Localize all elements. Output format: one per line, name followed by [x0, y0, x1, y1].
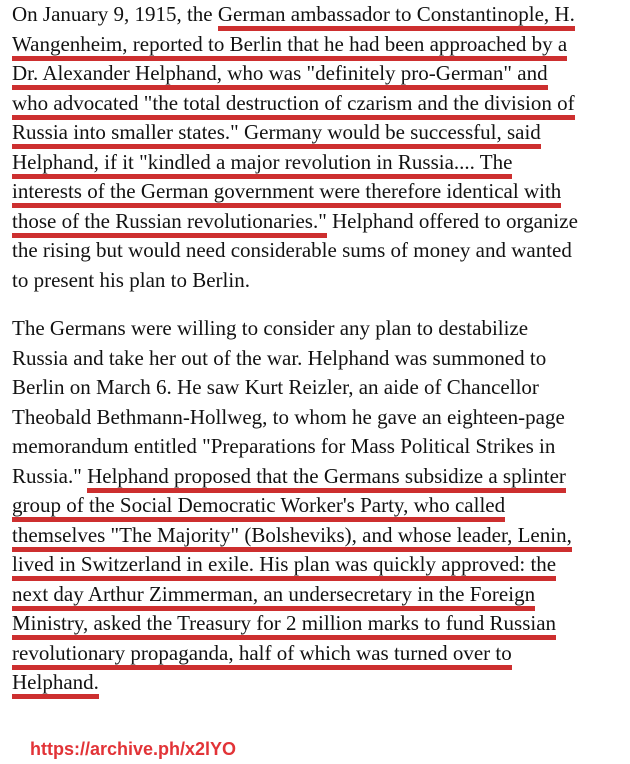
text-line: [12, 373, 630, 403]
red-underlined-text: Dr. Alexander Helphand, who was "definitely pro-German" and: [12, 61, 548, 90]
red-underlined-text: revolutionary propaganda, half of which was turned over to: [12, 641, 512, 670]
text-line: [12, 148, 630, 178]
red-underlined-text: lived in Switzerland in exile. His plan was quickly approved: the: [12, 552, 556, 581]
plain-text: Russia.": [12, 463, 88, 488]
red-underlined-text: Wangenheim, reported to Berlin that he had been approached by a: [12, 32, 567, 61]
footer: [30, 734, 630, 764]
red-underlined-text: those of the Russian revolutionaries.": [12, 209, 327, 238]
red-underlined-text: group of the Social Democratic Worker's Party, who called: [12, 493, 505, 522]
text-line: [12, 432, 630, 462]
text-line: [12, 59, 630, 89]
text-line: [12, 609, 630, 639]
red-underlined-text: who advocated "the total destruction of czarism and the division of: [12, 91, 575, 120]
text-line: [12, 0, 630, 30]
text-line: [12, 118, 630, 148]
paragraph-container: [12, 0, 630, 698]
text-line: [12, 30, 630, 60]
plain-text: On January 9, 1915, the: [12, 2, 218, 26]
text-line: [12, 491, 630, 521]
archive-url-link[interactable]: https://archive.ph/x2lYO: [30, 738, 237, 759]
paragraph: [12, 0, 630, 295]
red-underlined-text: German ambassador to Constantinople, H.: [218, 2, 575, 31]
text-line: [12, 207, 630, 237]
red-underlined-text: interests of the German government were therefore identical with: [12, 179, 561, 208]
plain-text: The Germans were willing to consider any plan to destabilize: [12, 316, 529, 340]
text-line: [12, 266, 630, 296]
plain-text: Theobald Bethmann-Hollweg, to whom he gave an eighteen-page: [12, 404, 565, 429]
text-line: [12, 236, 630, 266]
text-line: [12, 580, 630, 610]
plain-text: the rising but would need considerable sums of money and wanted: [12, 238, 572, 262]
paragraph: [12, 314, 630, 698]
text-line: [12, 89, 630, 119]
red-underlined-text: Russia into smaller states." Germany would be successful, said: [12, 120, 541, 149]
red-underlined-text: Ministry, asked the Treasury for 2 million marks to fund Russian: [12, 611, 556, 640]
plain-text: Russia and take her out of the war. Helphand was summoned to: [12, 345, 547, 370]
text-line: [12, 344, 630, 374]
text-line: [12, 403, 630, 433]
text-line: [12, 639, 630, 669]
red-underlined-text: Helphand, if it "kindled a major revolution in Russia.... The: [12, 150, 512, 179]
text-line: [12, 314, 630, 344]
red-underlined-text: Helphand.: [12, 670, 99, 699]
text-line: [12, 177, 630, 207]
red-underlined-text: Helphand proposed that the Germans subsidize a splinter: [87, 464, 566, 493]
plain-text: memorandum entitled "Preparations for Mass Political Strikes in: [12, 434, 556, 458]
plain-text: Helphand offered to organize: [326, 208, 578, 233]
plain-text: to present his plan to Berlin.: [12, 267, 250, 292]
red-underlined-text: themselves "The Majority" (Bolsheviks), and whose leader, Lenin,: [12, 523, 572, 552]
red-underlined-text: next day Arthur Zimmerman, an undersecretary in the Foreign: [12, 582, 535, 611]
text-line: [12, 550, 630, 580]
plain-text: Berlin on March 6. He saw Kurt Reizler, an aide of Chancellor: [12, 375, 539, 399]
text-line: [12, 668, 630, 698]
text-line: [12, 521, 630, 551]
text-line: [12, 462, 630, 492]
